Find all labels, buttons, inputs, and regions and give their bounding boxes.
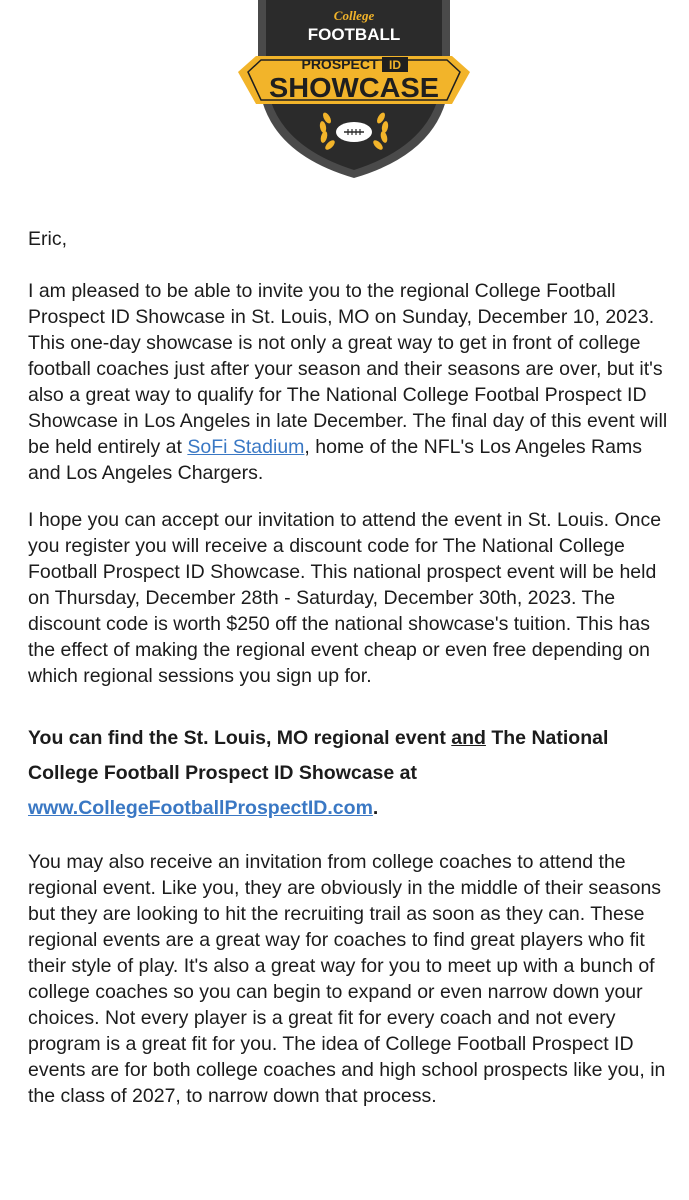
logo-text-prospect: PROSPECT — [301, 56, 379, 72]
website-text-end: . — [372, 797, 379, 819]
showcase-logo-graphic — [236, 0, 472, 178]
email-paragraph-discount: I hope you can accept our invitation to attend the event in St. Louis. Once you register you will receive a discount code for The National College Football Prospect ID Showcase. This national prospect event will be held on Thursday, December 28th - Saturday, December 30th, 2023. The discount code is worth $250 off the national showcase's tuition. This has the effect of making the regional event cheap or even free depending on which regional sessions you sign up for. — [28, 509, 662, 687]
showcase-logo — [236, 0, 472, 178]
website-text-start: You can find the St. Louis, MO regional event — [28, 727, 452, 749]
email-paragraph-coaches: You may also receive an invitation from college coaches to attend the regional event. Like you, they are obviously in the middle of their seasons but they are looking to hit the recruiting trail as soon as they can. These regional events are a great way for coaches to find great players who fit their style of play. It's also a great way for you to meet up with a bunch of college coaches so you can begin to expand or even narrow down your choices. Not every player is a great fit for every coach and not every program is a great fit for you. The idea of College Football Prospect ID events are for both college coaches and high school prospects like you, in the class of 2027, to narrow down that process. — [28, 851, 666, 1107]
email-paragraph-invite — [28, 278, 668, 486]
email-paragraph-website — [28, 721, 668, 826]
logo-text-college: College — [333, 8, 375, 23]
logo-text-showcase: SHOWCASE — [269, 72, 439, 103]
email-body — [28, 226, 668, 1129]
invite-text-end: , home of the NFL's Los Angeles Rams and Los Angeles Chargers. — [28, 436, 642, 484]
website-text-middle: The National College Football Prospect ID Showcase at — [28, 727, 609, 784]
logo-text-football: FOOTBALL — [307, 25, 401, 44]
logo-text-id: ID — [389, 58, 401, 72]
website-text-and: and — [451, 727, 486, 749]
invite-text-start: I am pleased to be able to invite you to the regional College Football Prospect ID Showcase in St. Louis, MO on Sunday, December 10, 2023. This one-day showcase is not only a great way to get in front of college football coaches just after your season and their seasons are over, but it's also a great way to qualify for The National College Footbal Prospect ID Showcase in Los Angeles in late December. The final day of this event will be held entirely at — [28, 280, 668, 458]
sofi-stadium-link[interactable]: SoFi Stadium — [187, 436, 305, 458]
prospect-id-website-link[interactable]: www.CollegeFootballProspectID.com — [28, 797, 373, 819]
logo-football-icon — [336, 122, 372, 142]
email-greeting: Eric, — [28, 228, 67, 250]
